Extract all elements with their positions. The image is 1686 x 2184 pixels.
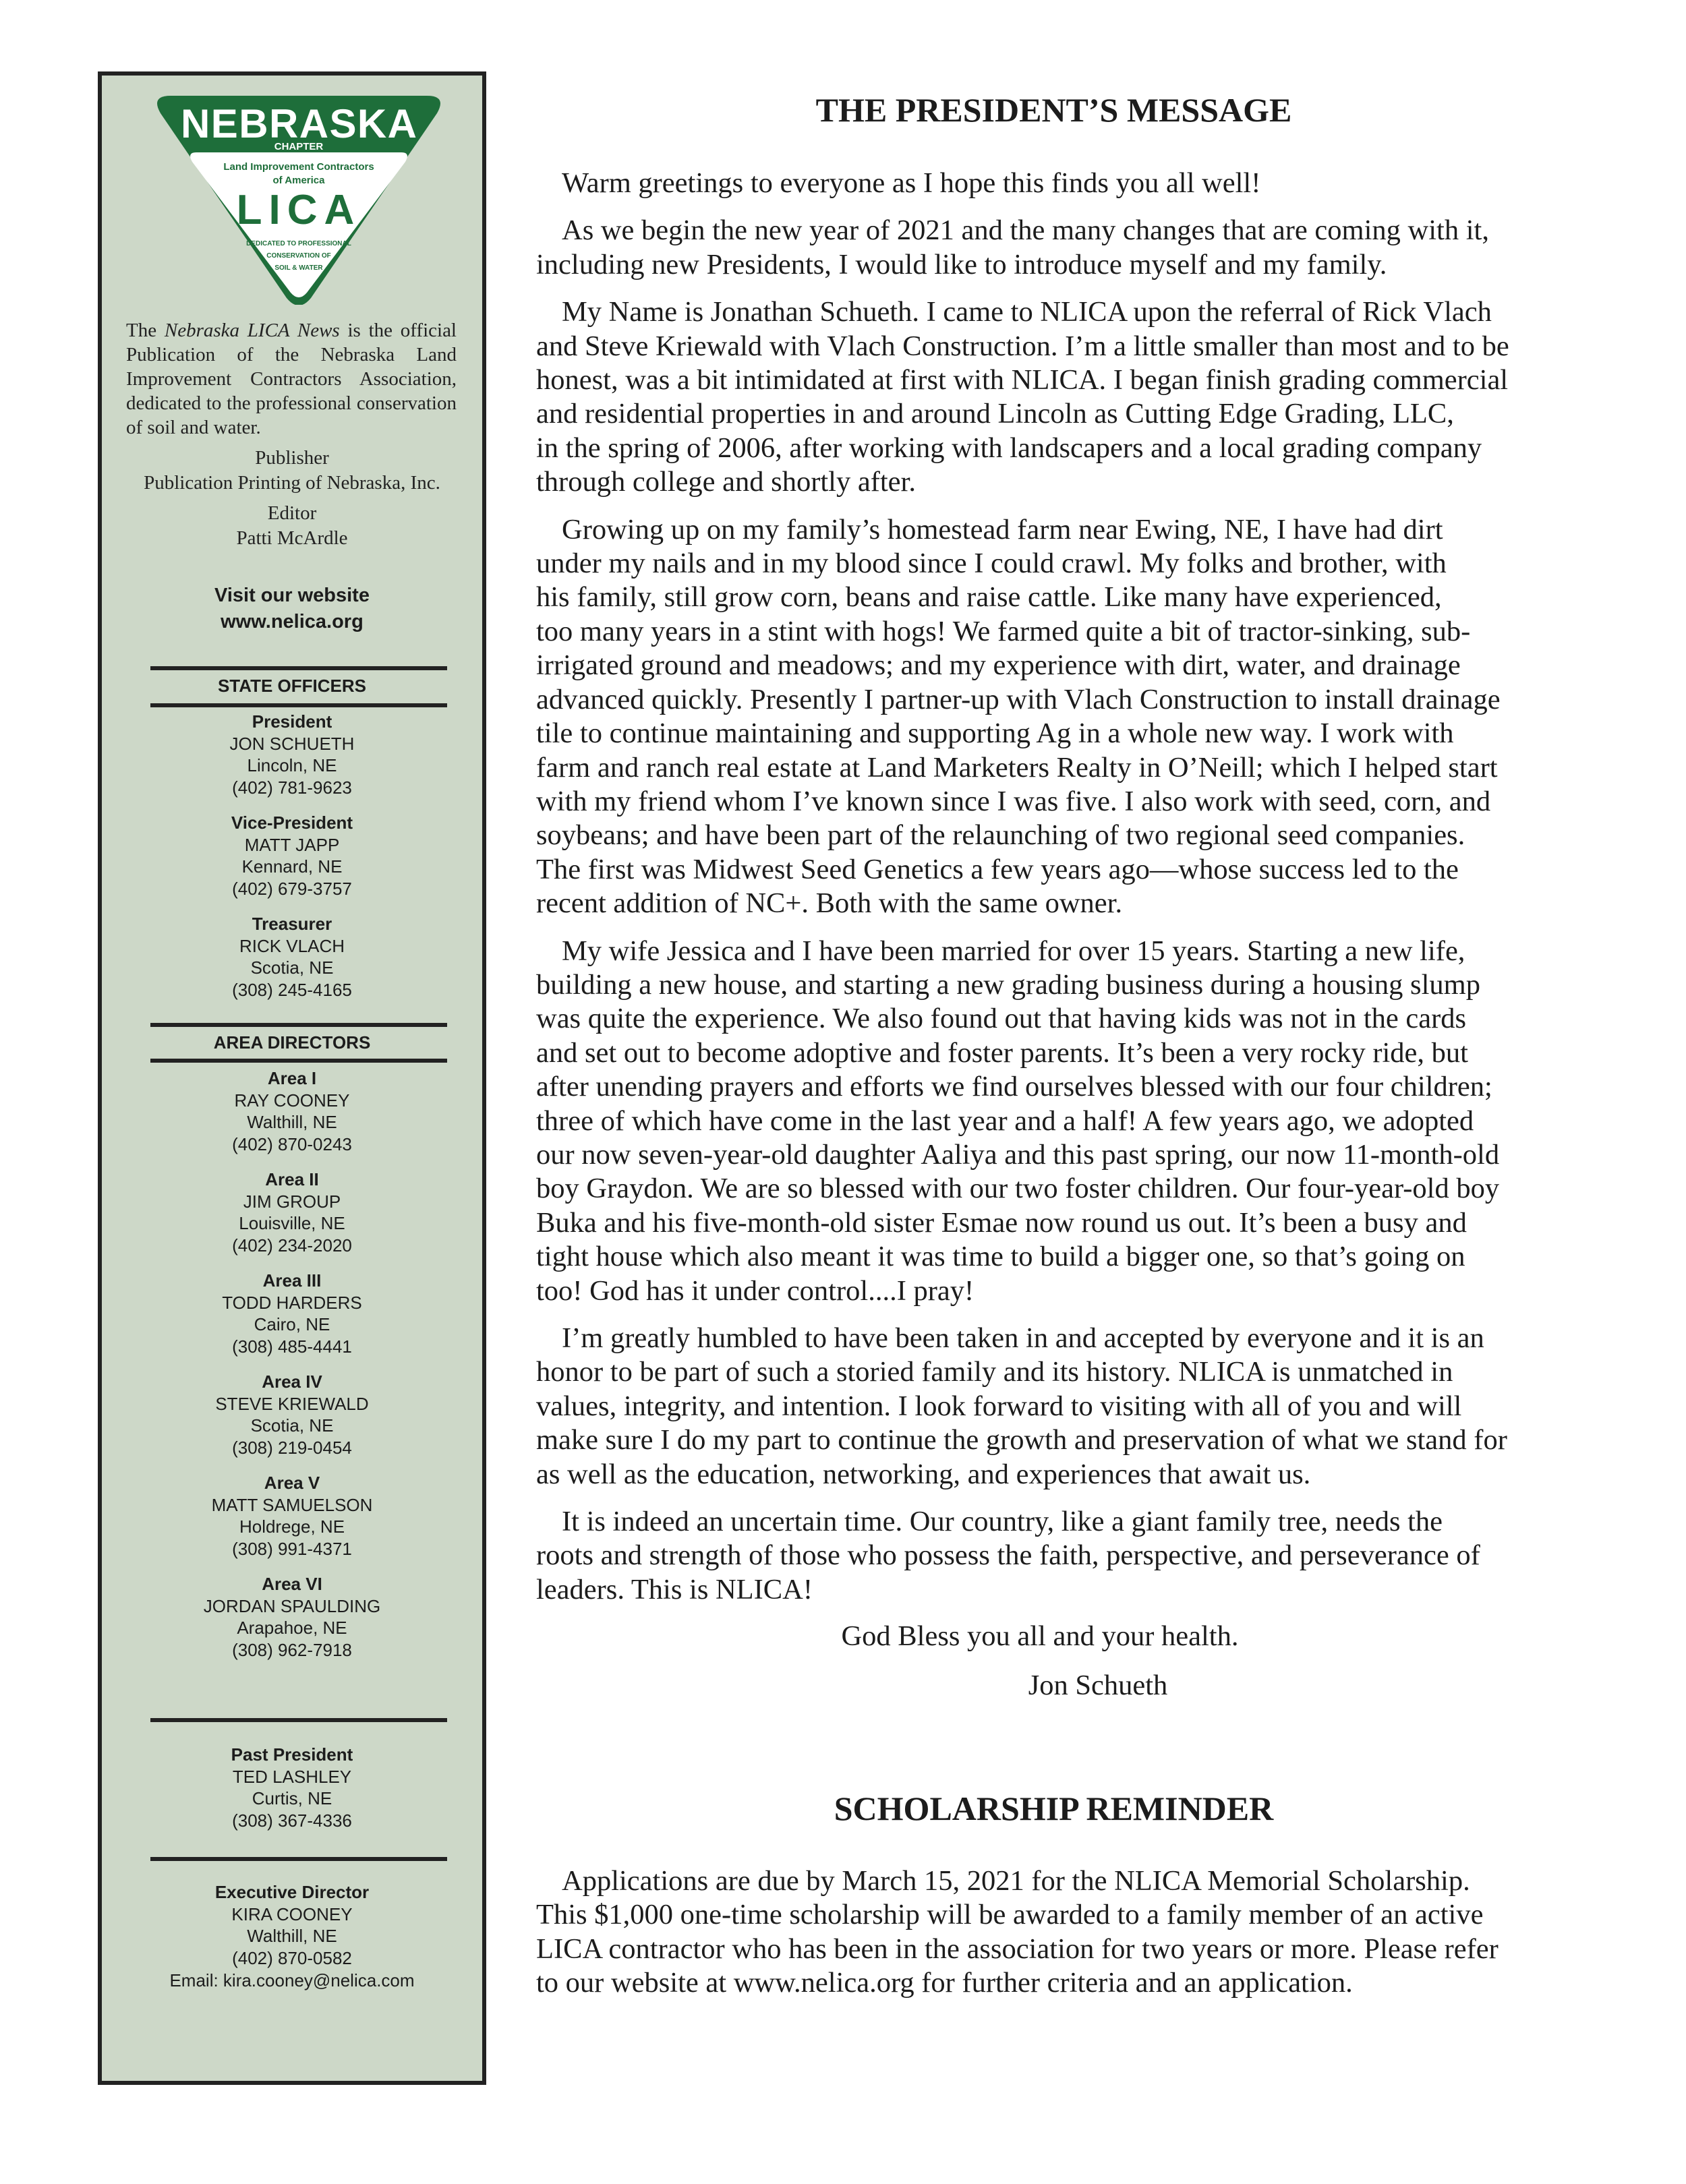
scholarship-title: SCHOLARSHIP REMINDER xyxy=(834,1790,1274,1827)
officer-city: Kennard, NE xyxy=(241,856,343,877)
publication-description xyxy=(126,318,457,440)
officer-name: RAY COONEY xyxy=(234,1090,350,1111)
officer-city: Cairo, NE xyxy=(254,1314,330,1335)
logo-motto-2: CONSERVATION OF xyxy=(266,252,331,260)
masthead-sidebar xyxy=(98,71,486,2085)
officer-role: Area II xyxy=(265,1169,319,1189)
text-line: his family, still grow corn, beans and raise cattle. Like many have experienced, xyxy=(536,581,1442,614)
text-line: was quite the experience. We also found out that having kids was not in the cards xyxy=(536,1003,1467,1035)
logo-motto-3: SOIL & WATER xyxy=(274,264,323,272)
text-line: with my friend whom I’ve known since I was five. I also work with seed, corn, and xyxy=(536,785,1491,817)
text-line: soybeans; and have been part of the relaunching of two regional seed companies. xyxy=(536,819,1465,852)
website-block xyxy=(102,583,482,635)
text-line: after unending prayers and efforts we find ourselves blessed with our four children; xyxy=(536,1071,1492,1103)
officer-role: Area I xyxy=(267,1068,317,1088)
text-line: Warm greetings to everyone as I hope this finds you all well! xyxy=(562,167,1261,199)
officer-phone: (402) 781-9623 xyxy=(232,777,352,798)
paragraph xyxy=(536,1505,1578,1607)
text-line: and Steve Kriewald with Vlach Construction. I’m a little smaller than most and to be xyxy=(536,330,1509,362)
officer-phone: (308) 245-4165 xyxy=(232,980,352,1001)
phone: (402) 870-0582 xyxy=(232,1948,352,1969)
city: Curtis, NE xyxy=(252,1788,332,1809)
paragraph xyxy=(536,214,1578,282)
officer-entry xyxy=(102,1067,482,1156)
visit-label: Visit our website xyxy=(214,585,370,606)
divider xyxy=(150,1718,447,1722)
paragraph xyxy=(536,167,1578,200)
text-line: under my nails and in my blood since I could crawl. My folks and brother, with xyxy=(536,548,1447,580)
officer-role: Area III xyxy=(262,1270,322,1291)
officer-entry xyxy=(102,711,482,799)
publisher-block xyxy=(102,446,482,551)
paragraph xyxy=(536,935,1578,1308)
text-line: too! God has it under control....I pray! xyxy=(536,1274,975,1307)
paragraph xyxy=(536,513,1578,921)
text-line: tile to continue maintaining and supporting Ag in a whole new way. I work with xyxy=(536,717,1454,750)
editor-label: Editor xyxy=(267,502,317,524)
text-line: as well as the education, networking, and experiences that await us. xyxy=(536,1458,1311,1490)
logo-org-text-2: of America xyxy=(272,175,325,186)
officer-entry xyxy=(102,1169,482,1257)
officer-phone: (308) 219-0454 xyxy=(232,1438,352,1458)
text-line: in the spring of 2006, after working with landscapers and a local grading company xyxy=(536,432,1482,464)
name: TED LASHLEY xyxy=(232,1766,352,1787)
text-line: My Name is Jonathan Schueth. I came to NLICA upon the referral of Rick Vlach xyxy=(562,296,1492,328)
text-line: Growing up on my family’s homestead farm near Ewing, NE, I have had dirt xyxy=(562,513,1443,545)
nebraska-lica-logo xyxy=(150,96,447,305)
text-line: including new Presidents, I would like to introduce myself and my family. xyxy=(536,248,1387,281)
officer-name: MATT JAPP xyxy=(244,834,340,855)
text-line: irrigated ground and meadows; and my experience with dirt, water, and drainage xyxy=(536,649,1461,682)
website-link[interactable]: www.nelica.org xyxy=(221,611,364,632)
editor-name: Patti McArdle xyxy=(236,527,348,549)
officer-name: MATT SAMUELSON xyxy=(211,1494,373,1515)
officer-role: Area IV xyxy=(262,1371,322,1392)
scholarship-body xyxy=(536,1864,1578,2014)
officer-city: Holdrege, NE xyxy=(239,1516,345,1537)
article-body xyxy=(536,167,1578,1620)
logo-chapter-text: CHAPTER xyxy=(274,141,324,152)
divider xyxy=(150,1059,447,1063)
text-line: This $1,000 one-time scholarship will be awarded to a family member of an active xyxy=(536,1899,1484,1931)
paragraph xyxy=(536,295,1578,499)
executive-director-block xyxy=(102,1881,482,1992)
text-line: LICA contractor who has been in the association for two years or more. Please refer xyxy=(536,1932,1499,1965)
text-line: to our website at www.nelica.org for further criteria and an application. xyxy=(536,1967,1353,1999)
desc-text: The xyxy=(126,320,165,341)
divider xyxy=(150,666,447,670)
text-line: building a new house, and starting a new grading business during a housing slump xyxy=(536,968,1480,1001)
officer-city: Lincoln, NE xyxy=(247,755,337,776)
text-line: too many years in a stint with hogs! We farmed quite a bit of tractor-sinking, sub- xyxy=(536,615,1471,647)
name: KIRA COONEY xyxy=(231,1903,353,1924)
officer-entry xyxy=(102,1270,482,1358)
publication-name: Nebraska LICA News xyxy=(164,320,340,341)
text-line: honor to be part of such a storied family and its history. NLICA is unmatched in xyxy=(536,1356,1453,1388)
logo-nebraska-text: NEBRASKA xyxy=(181,101,417,146)
text-line: and set out to become adoptive and foster parents. It’s been a very rocky ride, but xyxy=(536,1036,1468,1069)
officer-city: Arapahoe, NE xyxy=(237,1618,347,1639)
officer-entry xyxy=(102,1472,482,1560)
officer-role: President xyxy=(252,711,332,732)
article-title: THE PRESIDENT’S MESSAGE xyxy=(815,91,1292,129)
past-president-block xyxy=(102,1744,482,1832)
divider xyxy=(150,1023,447,1027)
text-line: through college and shortly after. xyxy=(536,466,916,498)
city: Walthill, NE xyxy=(247,1926,337,1947)
officer-entry xyxy=(102,812,482,900)
publisher-name: Publication Printing of Nebraska, Inc. xyxy=(144,472,440,494)
officer-name: TODD HARDERS xyxy=(222,1292,362,1313)
role: Executive Director xyxy=(214,1882,370,1902)
text-line: honest, was a bit intimidated at first with NLICA. I began finish grading commercial xyxy=(536,364,1509,396)
officer-name: JIM GROUP xyxy=(243,1191,341,1212)
publisher-label: Publisher xyxy=(255,447,329,469)
logo-org-text: Land Improvement Contractors xyxy=(223,161,374,173)
officer-city: Louisville, NE xyxy=(239,1213,345,1234)
desc-text-rest: is the official Publication of the Nebraska Land Improvement Contractors Association, dedicated to the professional conservation of soil and water. xyxy=(126,320,457,438)
officer-entry xyxy=(102,913,482,1001)
paragraph xyxy=(536,1864,1578,2001)
text-line: boy Graydon. We are so blessed with our two foster children. Our four-year-old boy xyxy=(536,1173,1500,1205)
text-line: and residential properties in and around Lincoln as Cutting Edge Grading, LLC, xyxy=(536,398,1454,430)
officer-phone: (402) 679-3757 xyxy=(232,879,352,899)
text-line: leaders. This is NLICA! xyxy=(536,1573,813,1605)
state-officers-heading: STATE OFFICERS xyxy=(217,676,367,696)
officer-role: Treasurer xyxy=(252,914,332,934)
role: Past President xyxy=(231,1744,353,1765)
text-line: our now seven-year-old daughter Aaliya and this past spring, our now 11-month-old xyxy=(536,1138,1500,1171)
officer-name: JORDAN SPAULDING xyxy=(203,1595,381,1616)
signature: Jon Schueth xyxy=(1028,1670,1168,1701)
text-line: As we begin the new year of 2021 and the many changes that are coming with it, xyxy=(562,214,1489,247)
officer-role: Area V xyxy=(264,1473,320,1493)
text-line: recent addition of NC+. Both with the same owner. xyxy=(536,887,1123,920)
text-line: three of which have come in the last year and a half! A few years ago, we adopted xyxy=(536,1104,1474,1137)
text-line: values, integrity, and intention. I look forward to visiting with all of you and will xyxy=(536,1390,1462,1422)
text-line: Buka and his five-month-old sister Esmae now round us out. It’s been a busy and xyxy=(536,1206,1467,1239)
officer-city: Walthill, NE xyxy=(247,1112,337,1133)
officer-city: Scotia, NE xyxy=(250,1415,334,1436)
officer-entry xyxy=(102,1573,482,1661)
text-line: Applications are due by March 15, 2021 for the NLICA Memorial Scholarship. xyxy=(562,1865,1470,1897)
text-line: make sure I do my part to continue the growth and preservation of what we stand for xyxy=(536,1424,1507,1456)
officer-name: JON SCHUETH xyxy=(229,733,355,754)
text-line: It is indeed an uncertain time. Our country, like a giant family tree, needs the xyxy=(562,1506,1443,1538)
area-directors-heading: AREA DIRECTORS xyxy=(213,1032,371,1053)
text-line: advanced quickly. Presently I partner-up with Vlach Construction to install drainage xyxy=(536,683,1501,715)
officer-role: Vice-President xyxy=(231,813,353,833)
officer-entry xyxy=(102,1371,482,1459)
officer-phone: (308) 962-7918 xyxy=(232,1640,352,1661)
phone: (308) 367-4336 xyxy=(232,1810,352,1831)
officer-name: RICK VLACH xyxy=(239,935,345,956)
text-line: The first was Midwest Seed Genetics a few years ago—whose success led to the xyxy=(536,853,1459,885)
text-line: I’m greatly humbled to have been taken in and accepted by everyone and it is an xyxy=(562,1322,1484,1354)
text-line: tight house which also meant it was time to build a bigger one, so that’s going on xyxy=(536,1241,1465,1273)
closing-line: God Bless you all and your health. xyxy=(841,1620,1239,1652)
officer-role: Area VI xyxy=(262,1574,322,1594)
text-line: My wife Jessica and I have been married for over 15 years. Starting a new life, xyxy=(562,935,1465,967)
divider xyxy=(150,703,447,707)
logo-motto-1: DEDICATED TO PROFESSIONAL xyxy=(246,240,351,247)
officer-phone: (308) 991-4371 xyxy=(232,1539,352,1560)
text-line: roots and strength of those who possess the faith, perspective, and perseverance of xyxy=(536,1539,1480,1572)
email-link[interactable]: Email: kira.cooney@nelica.com xyxy=(169,1970,415,1990)
officer-city: Scotia, NE xyxy=(250,957,334,978)
officer-phone: (402) 870-0243 xyxy=(232,1134,352,1155)
officer-name: STEVE KRIEWALD xyxy=(215,1393,369,1414)
paragraph xyxy=(536,1322,1578,1492)
logo-lica-text: LICA xyxy=(236,187,361,233)
officer-phone: (308) 485-4441 xyxy=(232,1336,352,1357)
text-line: farm and ranch real estate at Land Marketers Realty in O’Neill; which I helped start xyxy=(536,751,1498,784)
officer-phone: (402) 234-2020 xyxy=(232,1235,352,1256)
divider xyxy=(150,1857,447,1861)
